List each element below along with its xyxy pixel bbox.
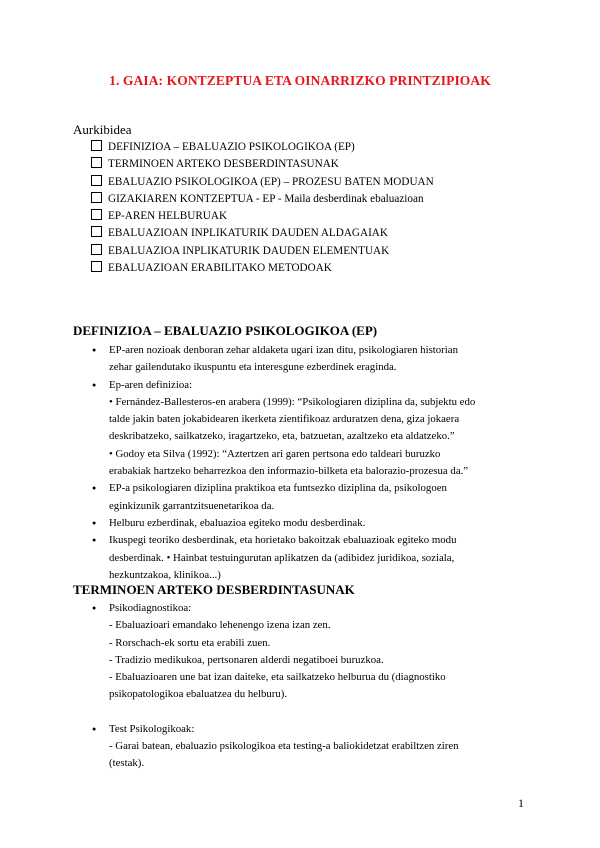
checkbox-icon[interactable]	[91, 140, 102, 151]
checkbox-icon[interactable]	[91, 192, 102, 203]
checkbox-icon[interactable]	[91, 226, 102, 237]
toc-item[interactable]: EBALUAZIOA INPLIKATURIK DAUDEN ELEMENTUAK	[91, 243, 434, 260]
toc-item[interactable]: EP-AREN HELBURUAK	[91, 208, 434, 225]
checkbox-icon[interactable]	[91, 175, 102, 186]
toc-item[interactable]: GIZAKIAREN KONTZEPTUA - EP - Maila desberdinak ebaluazioan	[91, 191, 434, 208]
page-number: 1	[518, 796, 524, 810]
list-item: ● Ikuspegi teoriko desberdinak, eta horietako bakoitzak ebaluazioak egiteko modu desberdinak. • Hainbat testuingurutan aplikatzen da (adibidez juridikoa, soziala, hezkuntzakoa, klinikoa...)	[92, 532, 532, 584]
terminoen-bullet-list	[92, 600, 532, 773]
toc-item[interactable]: EBALUAZIOAN ERABILITAKO METODOAK	[91, 260, 434, 277]
list-item: ● EP-aren nozioak denboran zehar aldaketa ugari izan ditu, psikologiaren historian zehar gailendutako ikuspuntu eta interesgune ezberdinek eraginda.	[92, 342, 532, 377]
checkbox-icon[interactable]	[91, 261, 102, 272]
list-item: ● Helburu ezberdinak, ebaluazioa egiteko modu desberdinak.	[92, 515, 532, 532]
chapter-title: 1. GAIA: KONTZEPTUA ETA OINARRIZKO PRINTZIPIOAK	[109, 73, 491, 88]
toc-heading: Aurkibidea	[73, 122, 132, 137]
toc-item[interactable]: DEFINIZIOA – EBALUAZIO PSIKOLOGIKOA (EP)	[91, 139, 434, 156]
table-of-contents	[91, 139, 434, 277]
list-item: ● EP-a psikologiaren diziplina praktikoa eta funtsezko diziplina da, psikologoen eginkizunik garrantzitsuenetarikoa da.	[92, 480, 532, 515]
checkbox-icon[interactable]	[91, 244, 102, 255]
toc-item[interactable]: EBALUAZIO PSIKOLOGIKOA (EP) – PROZESU BATEN MODUAN	[91, 174, 434, 191]
section-heading-definizioa: DEFINIZIOA – EBALUAZIO PSIKOLOGIKOA (EP)	[73, 323, 378, 338]
spacer	[92, 704, 532, 721]
list-item: ● Psikodiagnostikoa: - Ebaluazioari emandako lehenengo izena izan zen. - Rorschach-ek sortu eta erabili zuen. - Tradizio medikukoa, pertsonaren alderdi negatiboei buruzkoa. - Ebaluazioaren une bat izan daiteke, eta sailkatzeko helburua du (diagnostiko psikopatologikoa ebaluatzea du helburu).	[92, 600, 532, 704]
checkbox-icon[interactable]	[91, 157, 102, 168]
toc-item[interactable]: EBALUAZIOAN INPLIKATURIK DAUDEN ALDAGAIAK	[91, 225, 434, 242]
section-heading-terminoen: TERMINOEN ARTEKO DESBERDINTASUNAK	[73, 582, 355, 597]
list-item: ● Test Psikologikoak: - Garai batean, ebaluazio psikologikoa eta testing-a baliokidetzat erabiltzen ziren (testak).	[92, 721, 532, 773]
toc-item[interactable]: TERMINOEN ARTEKO DESBERDINTASUNAK	[91, 156, 434, 173]
list-item: ● Ep-aren definizioa: • Fernández-Ballesteros-en arabera (1999): “Psikologiaren diziplina da, subjektu edo talde jakin baten jokabidearen ikerketa zientifikoaz arduratzen dena, giza jokaera deskribatzeko, sailkatzeko, iragartzeko, eta, batzuetan, azaltzeko eta aldatzeko.” • Godoy eta Silva (1992): “Aztertzen ari garen pertsona edo taldeari buruzko erabakiak hartzeko beharrezkoa den informazio-bilketa eta balorazio-prozesua da.”	[92, 377, 532, 481]
checkbox-icon[interactable]	[91, 209, 102, 220]
definizioa-bullet-list	[92, 342, 532, 584]
